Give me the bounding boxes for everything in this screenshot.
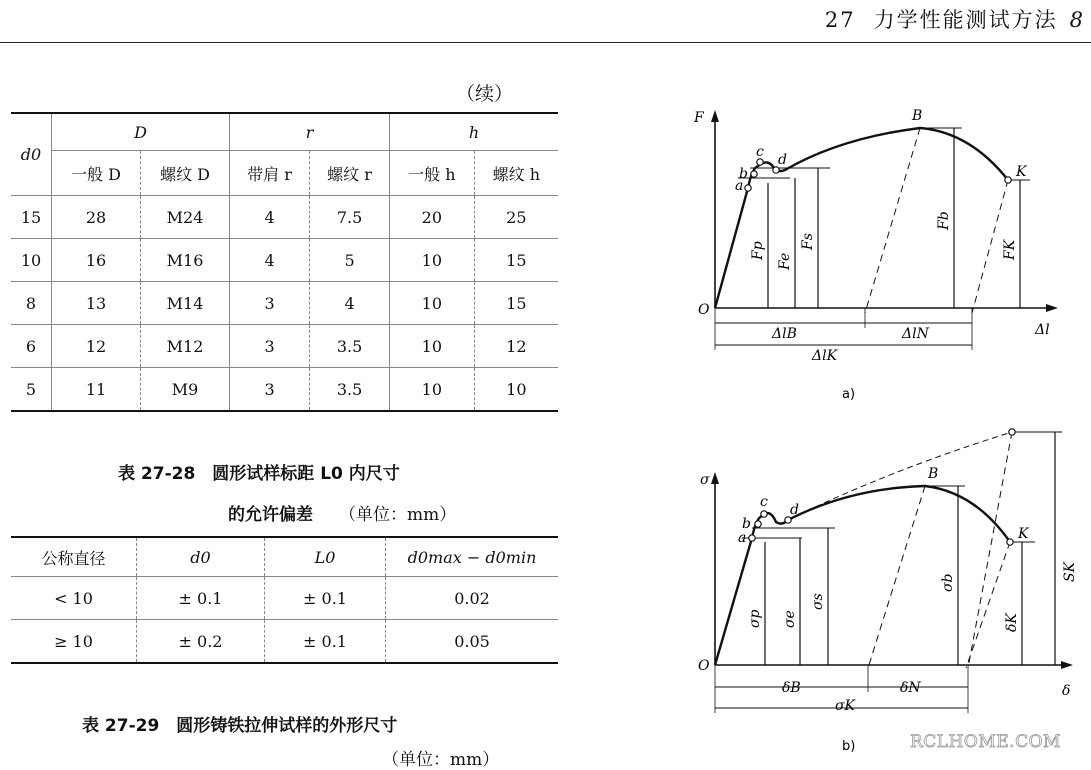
svg-text:δN: δN xyxy=(900,680,921,696)
svg-text:ΔlK: ΔlK xyxy=(812,348,838,364)
header-r: r xyxy=(230,113,390,151)
cell: 15 xyxy=(474,282,558,325)
chapter-number: 27 xyxy=(824,8,856,32)
cell: M24 xyxy=(141,196,230,239)
svg-text:c: c xyxy=(756,144,764,160)
svg-text:σK: σK xyxy=(835,698,856,714)
cell: 12 xyxy=(474,325,558,368)
cell: 3 xyxy=(230,282,310,325)
cell: 28 xyxy=(52,196,141,239)
svg-text:SK: SK xyxy=(1062,561,1078,582)
cell: ± 0.1 xyxy=(265,577,386,620)
y-axis-label: σ xyxy=(700,472,710,488)
svg-text:Fe: Fe xyxy=(777,252,793,270)
svg-text:K: K xyxy=(1018,526,1029,542)
cell: 20 xyxy=(390,196,475,239)
cell: 5 xyxy=(11,368,52,412)
svg-text:c: c xyxy=(760,494,768,510)
svg-text:d: d xyxy=(790,502,799,518)
header-D: D xyxy=(52,113,230,151)
cell: 10 xyxy=(390,325,475,368)
cell: 3 xyxy=(230,325,310,368)
tolerance-table xyxy=(11,536,558,664)
figure-a-caption: a) xyxy=(842,387,856,402)
y-axis-label: F xyxy=(694,110,704,126)
unit-label: （单位：mm） xyxy=(339,505,457,525)
x-axis-label: Δl xyxy=(1035,322,1050,338)
origin-label: O xyxy=(698,302,710,318)
table-row xyxy=(11,577,558,620)
cell: 8 xyxy=(11,282,52,325)
svg-text:b: b xyxy=(742,516,751,532)
cell: 15 xyxy=(11,196,52,239)
cell: M14 xyxy=(141,282,230,325)
svg-text:σs: σs xyxy=(810,593,826,610)
svg-text:a: a xyxy=(735,178,744,194)
cell: 3 xyxy=(230,368,310,412)
cell: 4 xyxy=(230,239,310,282)
svg-text:K: K xyxy=(1016,164,1027,180)
cell: ± 0.1 xyxy=(265,620,386,664)
cell: M9 xyxy=(141,368,230,412)
svg-text:ΔlN: ΔlN xyxy=(902,326,929,342)
header-d0-range: d0max − d0min xyxy=(386,537,559,577)
cell: ≥ 10 xyxy=(11,620,137,664)
svg-text:B: B xyxy=(912,108,923,124)
cell: 5 xyxy=(310,239,390,282)
cell: 4 xyxy=(310,282,390,325)
force-elongation-diagram xyxy=(690,98,1090,408)
page-number: 8 xyxy=(1069,8,1085,32)
svg-text:σp: σp xyxy=(747,609,763,628)
table-27-28-caption: 表 27-28 圆形试样标距 L0 内尺寸 xyxy=(118,464,400,484)
stress-strain-diagram xyxy=(690,420,1090,760)
cell: M16 xyxy=(141,239,230,282)
cell: 0.05 xyxy=(386,620,559,664)
cell: 7.5 xyxy=(310,196,390,239)
svg-text:Fp: Fp xyxy=(750,241,766,260)
cell: 10 xyxy=(390,282,475,325)
cell: 10 xyxy=(390,239,475,282)
cell: 13 xyxy=(52,282,141,325)
table-row xyxy=(11,368,558,412)
svg-text:δB: δB xyxy=(782,680,801,696)
x-axis-label: δ xyxy=(1062,683,1071,699)
cell: 10 xyxy=(474,368,558,412)
subheader: 螺纹 D xyxy=(141,151,230,196)
table-row xyxy=(11,325,558,368)
svg-text:FK: FK xyxy=(1002,239,1018,260)
cell: 15 xyxy=(474,239,558,282)
cell: M12 xyxy=(141,325,230,368)
header-d0: d0 xyxy=(11,113,52,196)
table-27-29-unit: （单位：mm） xyxy=(382,750,500,770)
dimension-table xyxy=(11,112,558,412)
origin-label: O xyxy=(698,658,710,674)
figure-b-caption: b) xyxy=(842,739,856,754)
subheader: 螺纹 h xyxy=(474,151,558,196)
table-row xyxy=(11,620,558,664)
cell: 4 xyxy=(230,196,310,239)
cell: 12 xyxy=(52,325,141,368)
svg-text:σe: σe xyxy=(782,610,798,628)
page-header xyxy=(0,0,1091,43)
cell: 3.5 xyxy=(310,368,390,412)
svg-text:B: B xyxy=(928,466,939,482)
subheader: 螺纹 r xyxy=(310,151,390,196)
header-d0: d0 xyxy=(137,537,265,577)
header-h: h xyxy=(390,113,558,151)
cell: < 10 xyxy=(11,577,137,620)
table-row xyxy=(11,196,558,239)
table-row xyxy=(11,239,558,282)
svg-text:δK: δK xyxy=(1004,613,1020,632)
cell: 10 xyxy=(11,239,52,282)
svg-text:Fs: Fs xyxy=(800,233,816,250)
subheader: 一般 D xyxy=(52,151,141,196)
cell: 16 xyxy=(52,239,141,282)
svg-text:Fb: Fb xyxy=(936,211,952,230)
cell: 10 xyxy=(390,368,475,412)
cell: 25 xyxy=(474,196,558,239)
cell: 3.5 xyxy=(310,325,390,368)
svg-text:d: d xyxy=(778,152,787,168)
watermark: RCLHOME.COM xyxy=(910,732,1061,752)
running-head xyxy=(825,4,1085,34)
header-nominal-diameter: 公称直径 xyxy=(11,537,137,577)
svg-text:b: b xyxy=(739,166,748,182)
cell: ± 0.2 xyxy=(137,620,265,664)
header-L0: L0 xyxy=(265,537,386,577)
cell: 0.02 xyxy=(386,577,559,620)
svg-text:ΔlB: ΔlB xyxy=(772,326,797,342)
table-row xyxy=(11,282,558,325)
subheader: 带肩 r xyxy=(230,151,310,196)
cell: 6 xyxy=(11,325,52,368)
cell: ± 0.1 xyxy=(137,577,265,620)
chapter-title: 力学性能测试方法 xyxy=(873,8,1058,32)
table-27-29-caption: 表 27-29 圆形铸铁拉伸试样的外形尺寸 xyxy=(82,716,398,736)
svg-text:a: a xyxy=(738,530,747,546)
svg-text:σb: σb xyxy=(940,573,956,592)
table-27-28-caption-line2: 的允许偏差 （单位：mm） xyxy=(228,505,457,525)
subheader: 一般 h xyxy=(390,151,475,196)
continued-label: （续） xyxy=(456,83,514,105)
cell: 11 xyxy=(52,368,141,412)
